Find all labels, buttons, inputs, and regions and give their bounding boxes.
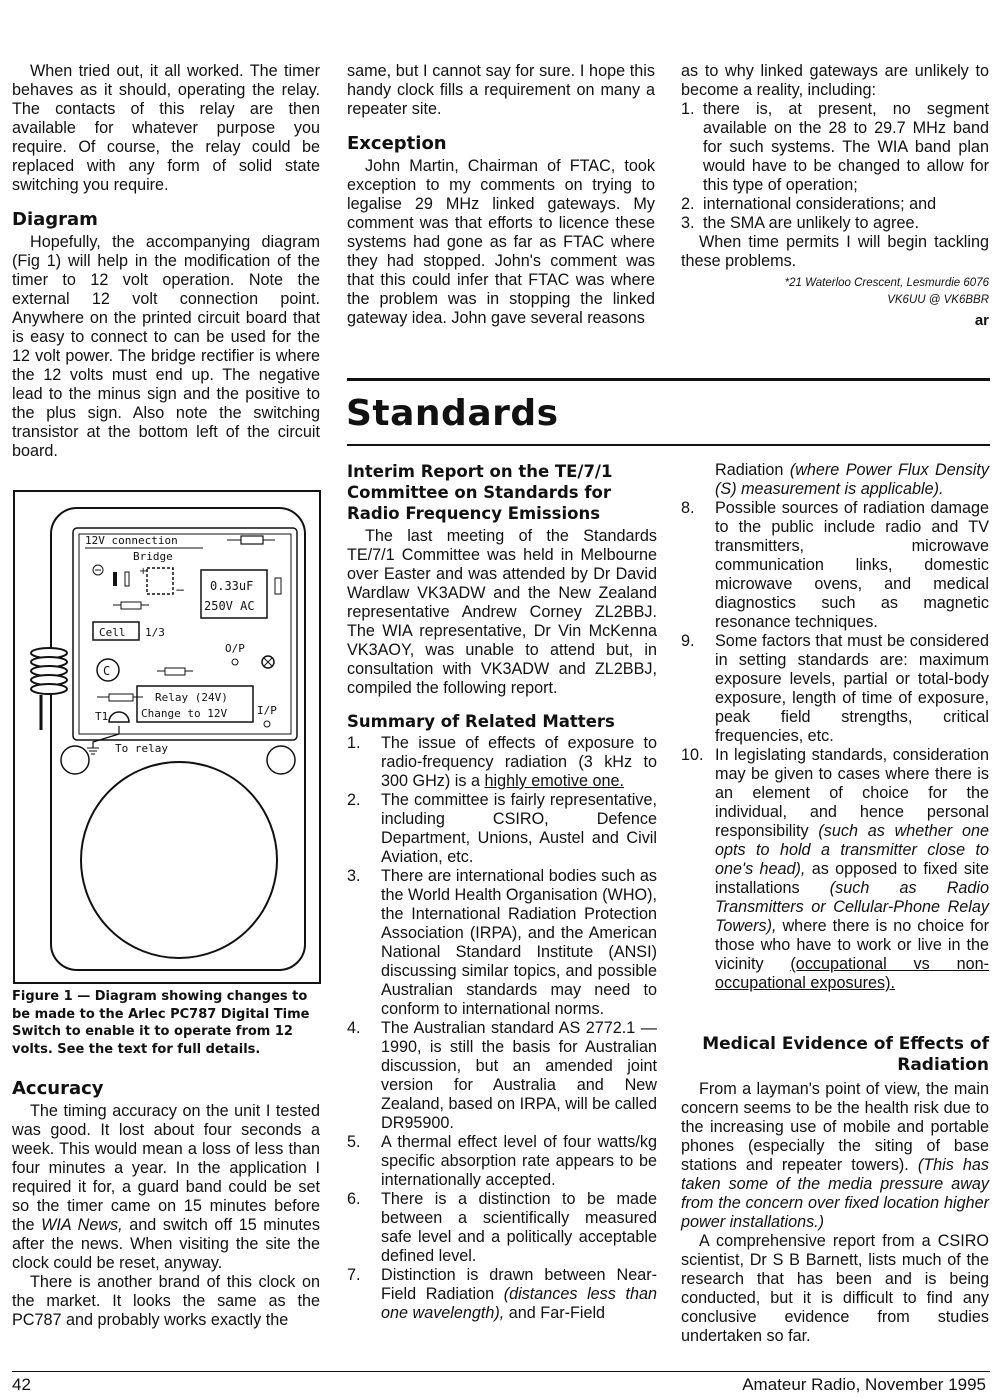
summary-item-5: 5. A thermal effect level of four watts/kg specific absorption rate appears to be internationally accepted. xyxy=(347,1133,657,1189)
summary-item-4: 4. The Australian standard AS 2772.1 — 1990, is still the basis for Australian discussion, but an amended joint version for Australia and New Zealand, based on IRPA, will be called DR95900. xyxy=(347,1019,657,1132)
col1-top xyxy=(12,62,320,461)
diode-1 xyxy=(113,572,117,586)
diode-2 xyxy=(125,572,129,586)
figure-caption: Figure 1 — Diagram showing changes to be made to the Arlec PC787 Digital Time Switch to enable it to operate from 12 volts. See the text for full details. xyxy=(12,989,310,1057)
medical-heading: Medical Evidence of Effects of Radiation xyxy=(702,1034,989,1075)
medical-paragraph-1: From a layman's point of view, the main concern seems to be the health risk due to the increasing use of mobile and portable phones (especially the siting of base stations and repeater towers). (This has taken some of the media pressure away from the concern over fixed location higher power installations.) xyxy=(681,1080,989,1231)
report-intro: The last meeting of the Standards TE/7/1 Committee was held in Melbourne over Easter and was attended by Dr David Wardlaw VK3ADW and the New Zealand representative Andrew Corney ZL2BBJ. The WIA representative, Dr Vin McKenna VK3AOY, was unable to attend but, in consultation with VK3ADW and ZL2BBJ, compiled the following report. xyxy=(347,527,657,697)
bridge-minus: − xyxy=(175,583,186,597)
c-label: C xyxy=(103,664,111,678)
mount-hole-left xyxy=(61,746,89,774)
col3-paragraph-2: When time permits I will begin tackling these problems. xyxy=(681,233,989,270)
resistor-vertical xyxy=(275,578,281,594)
col1-paragraph-3 xyxy=(12,1102,320,1273)
standards-title-underline xyxy=(347,444,990,446)
wia-news-italic: WIA News, xyxy=(41,1216,123,1234)
exception-heading: Exception xyxy=(347,133,447,154)
mount-hole-right xyxy=(267,746,295,774)
summary-item-3: 3. There are international bodies such as the World Health Organisation (WHO), the International Radiation Protection Association (IRPA), and the American National Standard Institute (ANSI) discussing similar topics, and possible Australian standards may need to conform to international norms. xyxy=(347,867,657,1018)
cable-clamp xyxy=(31,648,67,694)
summary-item-2: 2. The committee is fairly representative, including CSIRO, Defence Department, Unions, Austel and Civil Aviation, etc. xyxy=(347,791,657,866)
col3-paragraph-1: as to why linked gateways are unlikely to become a reality, including: xyxy=(681,62,989,99)
resistor-2 xyxy=(121,602,141,609)
summary-item-7: 7. Distinction is drawn between Near-Field Radiation (distances less than one wavelength), and Far-Field xyxy=(347,1266,657,1322)
label-bridge: Bridge xyxy=(133,550,173,563)
transistor-t1 xyxy=(109,712,129,722)
relay-label-1: Relay (24V) xyxy=(155,691,228,704)
col3-medical xyxy=(681,1034,989,1346)
end-mark: ar xyxy=(974,312,989,329)
summary-item-1: 1. The issue of effects of exposure to radio-frequency radiation (3 kHz to 300 GHz) is a highly emotive one. xyxy=(347,734,657,790)
ground-symbol xyxy=(87,748,99,754)
summary-item-9: 9. Some factors that must be considered in setting standards are: maximum exposure levels, partial or total-body exposure, length of time of exposure, peak field strengths, critical frequencies, etc. xyxy=(681,632,989,745)
summary-heading: Summary of Related Matters xyxy=(347,712,615,731)
publication-name: Amateur Radio, November 1995 xyxy=(742,1375,986,1394)
accuracy-text-a: The timing accuracy on the unit I tested was good. It lost about four seconds a week. This would mean a loss of less than four minutes a year. In the application I required it for, a guard band could be set so the timer came on 15 minutes before the xyxy=(12,1102,320,1234)
cell-number: 1/3 xyxy=(145,626,165,639)
col1-paragraph-2: Hopefully, the accompanying diagram (Fig 1) will help in the modification of the timer to 12 volt operation. Note the external 12 volt connection point. Anywhere on the printed circuit board that is easy to connect to can be used for the 12 volt power. The bridge rectifier is where the 12 volts must end up. The negative lead to the minus sign and the positive to the plus sign. Also note the switching transistor at the bottom left of the circuit board. xyxy=(12,233,320,460)
col2-standards xyxy=(347,461,657,1323)
ip-label: I/P xyxy=(257,704,277,717)
col3-standards xyxy=(681,461,989,993)
relay-label-2: Change to 12V xyxy=(141,707,228,720)
bridge-plus: + xyxy=(139,566,148,577)
bridge-rectifier xyxy=(147,568,173,594)
summary-item-8: 8. Possible sources of radiation damage to the public include radio and TV transmitters, microwave communication links, domestic microwave ovens, and medical diagnostics such as magnetic resonance techniques. xyxy=(681,499,989,631)
figure-frame xyxy=(14,491,320,983)
resistor-top xyxy=(241,536,263,544)
accuracy-heading: Accuracy xyxy=(12,1078,104,1099)
col3-top xyxy=(681,62,989,333)
summary-item-10: 10. In legislating standards, consideration may be given to cases where there is an element of choice for the individual, and hence personal responsibility (such as whether one opts to hold a transmitter close to one's head), as opposed to fixed site installations (such as Radio Transmitters or Cellular-Phone Relay Towers), where there is no choice for those who have to work or live in the vicinity (occupational vs non-occupational exposures). xyxy=(681,746,990,992)
col3-list-item-2: 2. international considerations; and xyxy=(681,195,937,213)
t1-label: T1 xyxy=(95,710,109,723)
col1-bottom xyxy=(12,988,320,1330)
circuit-diagram xyxy=(13,490,321,984)
medical-paragraph-2: A comprehensive report from a CSIRO scientist, Dr S B Barnett, lists much of the research that has been and is being conducted, but it is difficult to find any conclusive evidence from studies undertaken so far. xyxy=(681,1232,989,1345)
author-callsign: VK6UU @ VK6BBR xyxy=(887,294,989,306)
col1-paragraph-4: There is another brand of this clock on the market. It looks the same as the PC787 and probably works exactly the xyxy=(12,1273,320,1329)
summary-item-6: 6. There is a distinction to be made between a scientifically measured safe level and a politically acceptable defined level. xyxy=(347,1190,657,1265)
col3-list-item-1: 1. there is, at present, no segment available on the 28 to 29.7 MHz band for such systems. The WIA band plan would have to be changed to allow for this type of operation; xyxy=(681,100,989,194)
report-heading: Interim Report on the TE/7/1 Committee on Standards for Radio Frequency Emissions xyxy=(347,462,613,523)
author-address: *21 Waterloo Crescent, Lesmurdie 6076 xyxy=(784,277,989,289)
standards-rule xyxy=(347,378,990,381)
page-number: 42 xyxy=(12,1375,31,1394)
cap-value-label: 0.33uF xyxy=(210,579,254,593)
summary-item-7-cont: Radiation (where Power Flux Density (S) measurement is applicable). xyxy=(715,461,989,498)
col2-paragraph-1: same, but I cannot say for sure. I hope this handy clock fills a requirement on many a repeater site. xyxy=(347,62,655,118)
col2-paragraph-2: John Martin, Chairman of FTAC, took exception to my comments on trying to legalise 29 MHz linked gateways. My comment was that efforts to licence these systems had gone as far as FTAC where they had stopped. John's comment was that this could infer that FTAC was where the problem was in stopping the linked gateway idea. John gave several reasons xyxy=(347,157,655,327)
resistor-4 xyxy=(109,694,133,701)
op-label: O/P xyxy=(225,642,245,655)
figure-1 xyxy=(13,490,321,984)
standards-title: Standards xyxy=(346,393,559,434)
resistor-3 xyxy=(165,668,185,675)
cap-voltage-label: 250V AC xyxy=(204,599,255,613)
col3-list-item-3: 3. the SMA are unlikely to agree. xyxy=(681,214,919,232)
accuracy-text-b: and switch off 15 minutes after the news. When visiting the site the clock could be reset, anyway. xyxy=(12,1216,320,1272)
to-relay-label: To relay xyxy=(115,742,168,755)
diagram-heading: Diagram xyxy=(12,209,98,230)
col1-paragraph-1: When tried out, it all worked. The timer behaves as it should, operating the relay. The contacts of this relay are then available for whatever purpose you require. Of course, the relay could be replaced with any form of solid state switching you require. xyxy=(12,62,320,194)
footer-rule xyxy=(12,1371,990,1372)
cell-label: Cell xyxy=(99,626,126,639)
label-12v-connection: 12V connection xyxy=(85,534,178,547)
col2-top xyxy=(347,62,655,328)
dial-circle xyxy=(81,762,277,958)
